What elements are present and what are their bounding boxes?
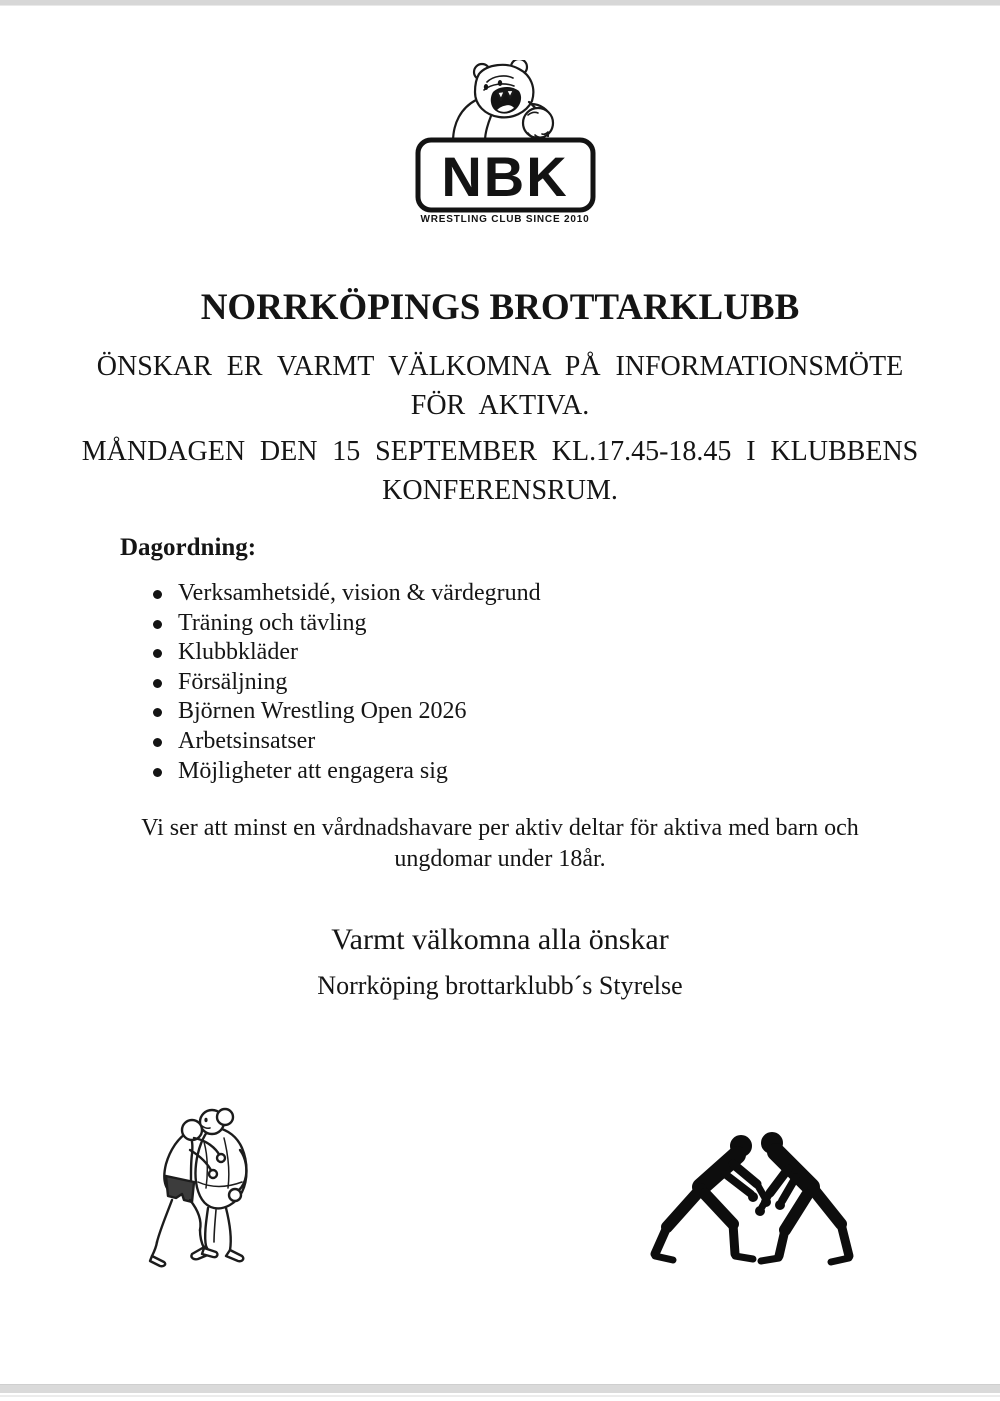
guardian-note-line-1: Vi ser att minst en vårdnadshavare per aktiv deltar för aktiva med barn och	[141, 815, 859, 841]
agenda-list	[150, 579, 850, 786]
meeting-line-1: MÅNDAGEN DEN 15 SEPTEMBER KL.17.45-18.45 I KLUBBENS	[81, 436, 919, 467]
intro-paragraph	[0, 347, 1000, 425]
intro-line-1: ÖNSKAR ER VARMT VÄLKOMNA PÅ INFORMATIONSMÖTE	[96, 351, 904, 382]
guardian-note	[0, 813, 1000, 875]
page-bottom-edge	[0, 1384, 1000, 1393]
bear-mascot-icon	[395, 60, 617, 226]
agenda-item: Arbetsinsatser	[150, 727, 850, 757]
page-title: NORRKÖPINGS BROTTARKLUBB	[200, 287, 800, 328]
agenda-item: Möjligheter att engagera sig	[150, 757, 850, 787]
logo-tagline: WRESTLING CLUB SINCE 2010	[420, 214, 590, 225]
agenda-item: Verksamhetsidé, vision & värdegrund	[150, 579, 850, 609]
intro-line-2: FÖR AKTIVA.	[410, 390, 590, 421]
closing-greeting: Varmt välkomna alla önskar	[331, 923, 669, 956]
meeting-line-2: KONFERENSRUM.	[382, 475, 618, 506]
page-top-edge	[0, 0, 1000, 6]
page-bottom-edge-light	[0, 1395, 1000, 1397]
guardian-note-line-2: ungdomar under 18år.	[394, 846, 606, 872]
meeting-paragraph	[0, 432, 1000, 510]
nbk-logo	[395, 60, 617, 226]
agenda-item: Försäljning	[150, 668, 850, 698]
wrestlers-grappling-sketch-icon	[148, 1098, 266, 1273]
agenda-item: Björnen Wrestling Open 2026	[150, 697, 850, 727]
wrestlers-standoff-silhouette-icon	[641, 1130, 866, 1282]
closing-signature: Norrköping brottarklubb´s Styrelse	[317, 971, 683, 1000]
agenda-heading: Dagordning:	[120, 534, 257, 561]
agenda-item: Klubbkläder	[150, 638, 850, 668]
agenda-item: Träning och tävling	[150, 609, 850, 639]
logo-acronym: NBK	[441, 145, 569, 208]
